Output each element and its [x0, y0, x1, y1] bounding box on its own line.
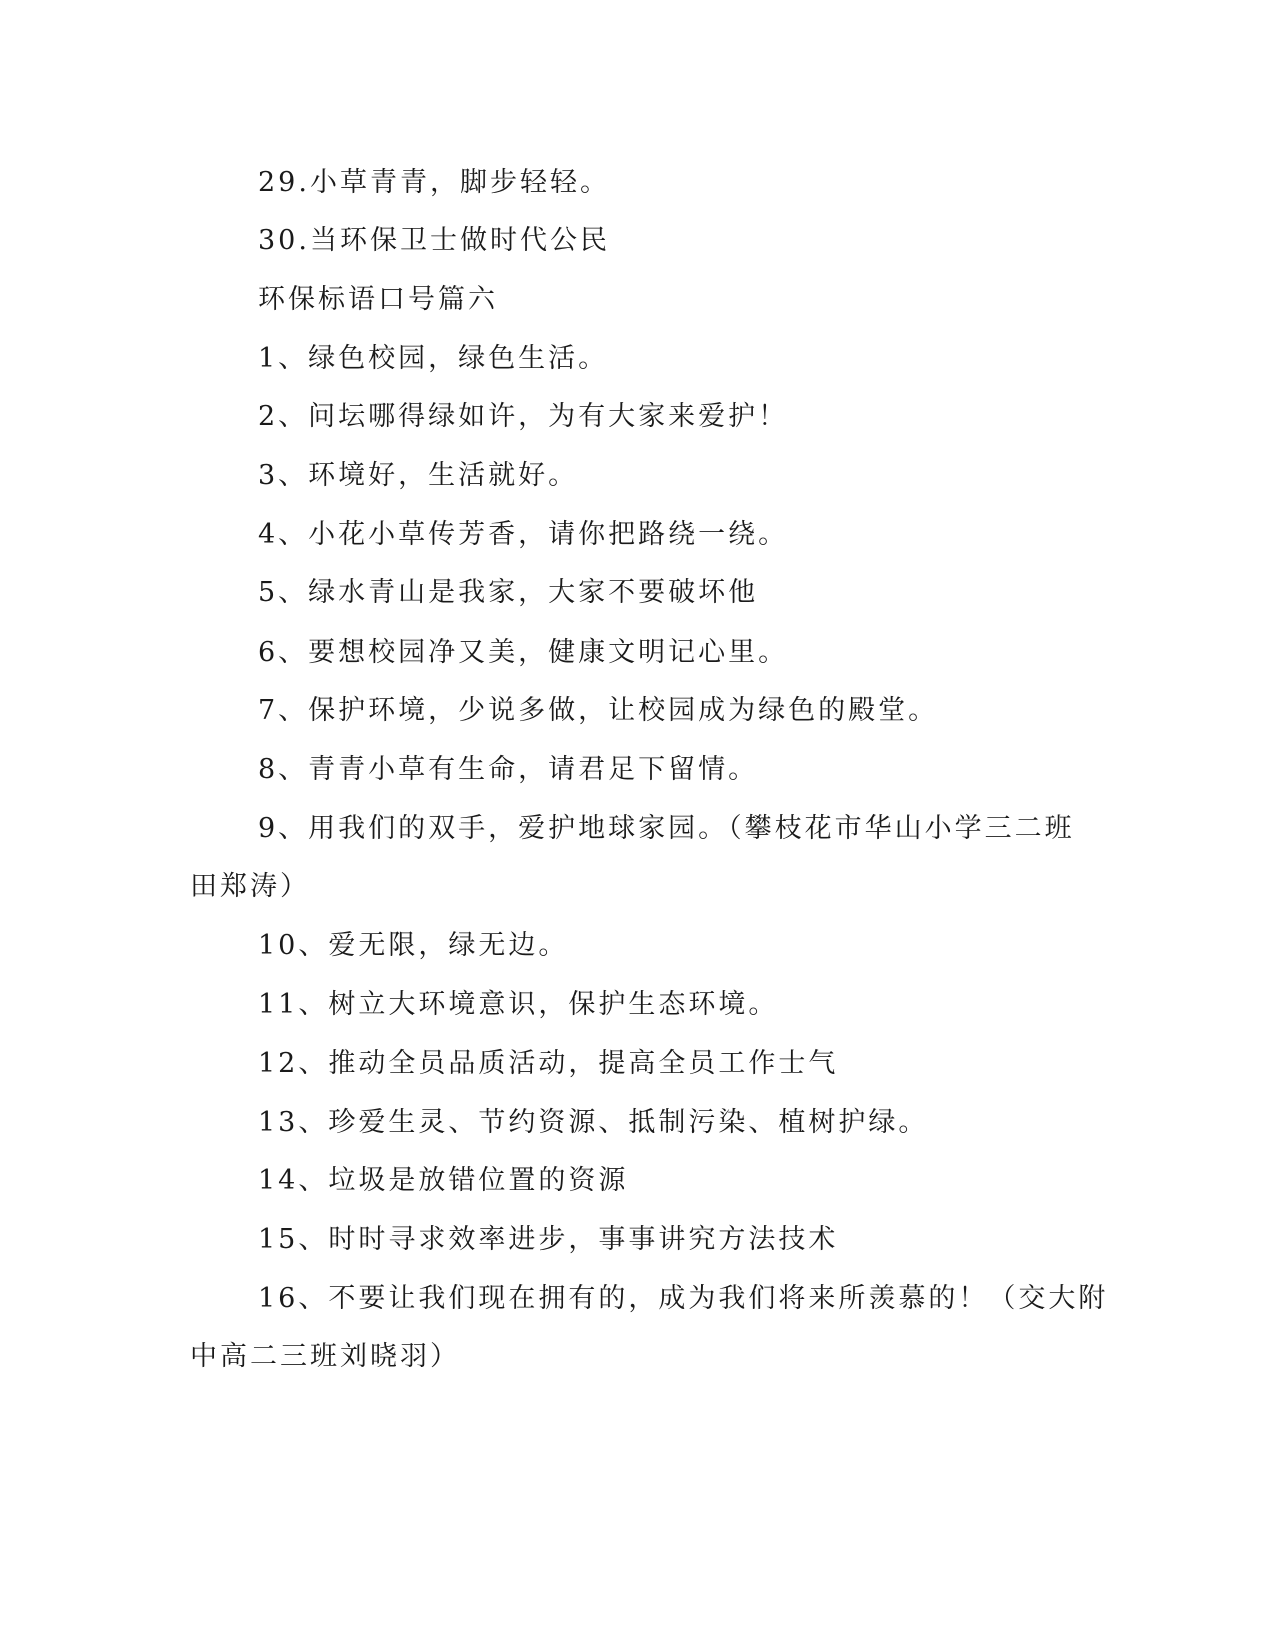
slogan-line-10: 10、爱无限，绿无边。 [258, 930, 569, 961]
slogan-line-12: 12、推动全员品质活动，提高全员工作士气 [258, 1048, 839, 1079]
slogan-line-8: 8、青青小草有生命，请君足下留情。 [258, 754, 759, 785]
slogan-line-3: 3、环境好，生活就好。 [258, 460, 579, 491]
slogan-line-29: 29.小草青青，脚步轻轻。 [258, 167, 610, 198]
slogan-line-5: 5、绿水青山是我家，大家不要破坏他 [258, 577, 759, 608]
slogan-line-16-continued: 中高二三班刘晓羽） [190, 1341, 460, 1372]
slogan-line-9: 9、用我们的双手，爱护地球家园。（攀枝花市华山小学三二班 [258, 813, 1075, 844]
slogan-line-13: 13、珍爱生灵、节约资源、抵制污染、植树护绿。 [258, 1107, 929, 1138]
slogan-line-9-continued: 田郑涛） [190, 871, 310, 902]
slogan-line-30: 30.当环保卫士做时代公民 [258, 225, 610, 256]
slogan-line-1: 1、绿色校园，绿色生活。 [258, 343, 609, 374]
slogan-line-11: 11、树立大环境意识，保护生态环境。 [258, 989, 779, 1020]
slogan-line-4: 4、小花小草传芳香，请你把路绕一绕。 [258, 519, 789, 550]
slogan-line-2: 2、问坛哪得绿如许，为有大家来爱护！ [258, 401, 789, 432]
slogan-line-6: 6、要想校园净又美，健康文明记心里。 [258, 637, 789, 668]
slogan-line-7: 7、保护环境，少说多做，让校园成为绿色的殿堂。 [258, 695, 939, 726]
slogan-line-15: 15、时时寻求效率进步，事事讲究方法技术 [258, 1224, 839, 1255]
section-heading: 环保标语口号篇六 [258, 284, 498, 315]
slogan-line-16: 16、不要让我们现在拥有的，成为我们将来所羡慕的！（交大附 [258, 1283, 1109, 1314]
slogan-line-14: 14、垃圾是放错位置的资源 [258, 1165, 629, 1196]
